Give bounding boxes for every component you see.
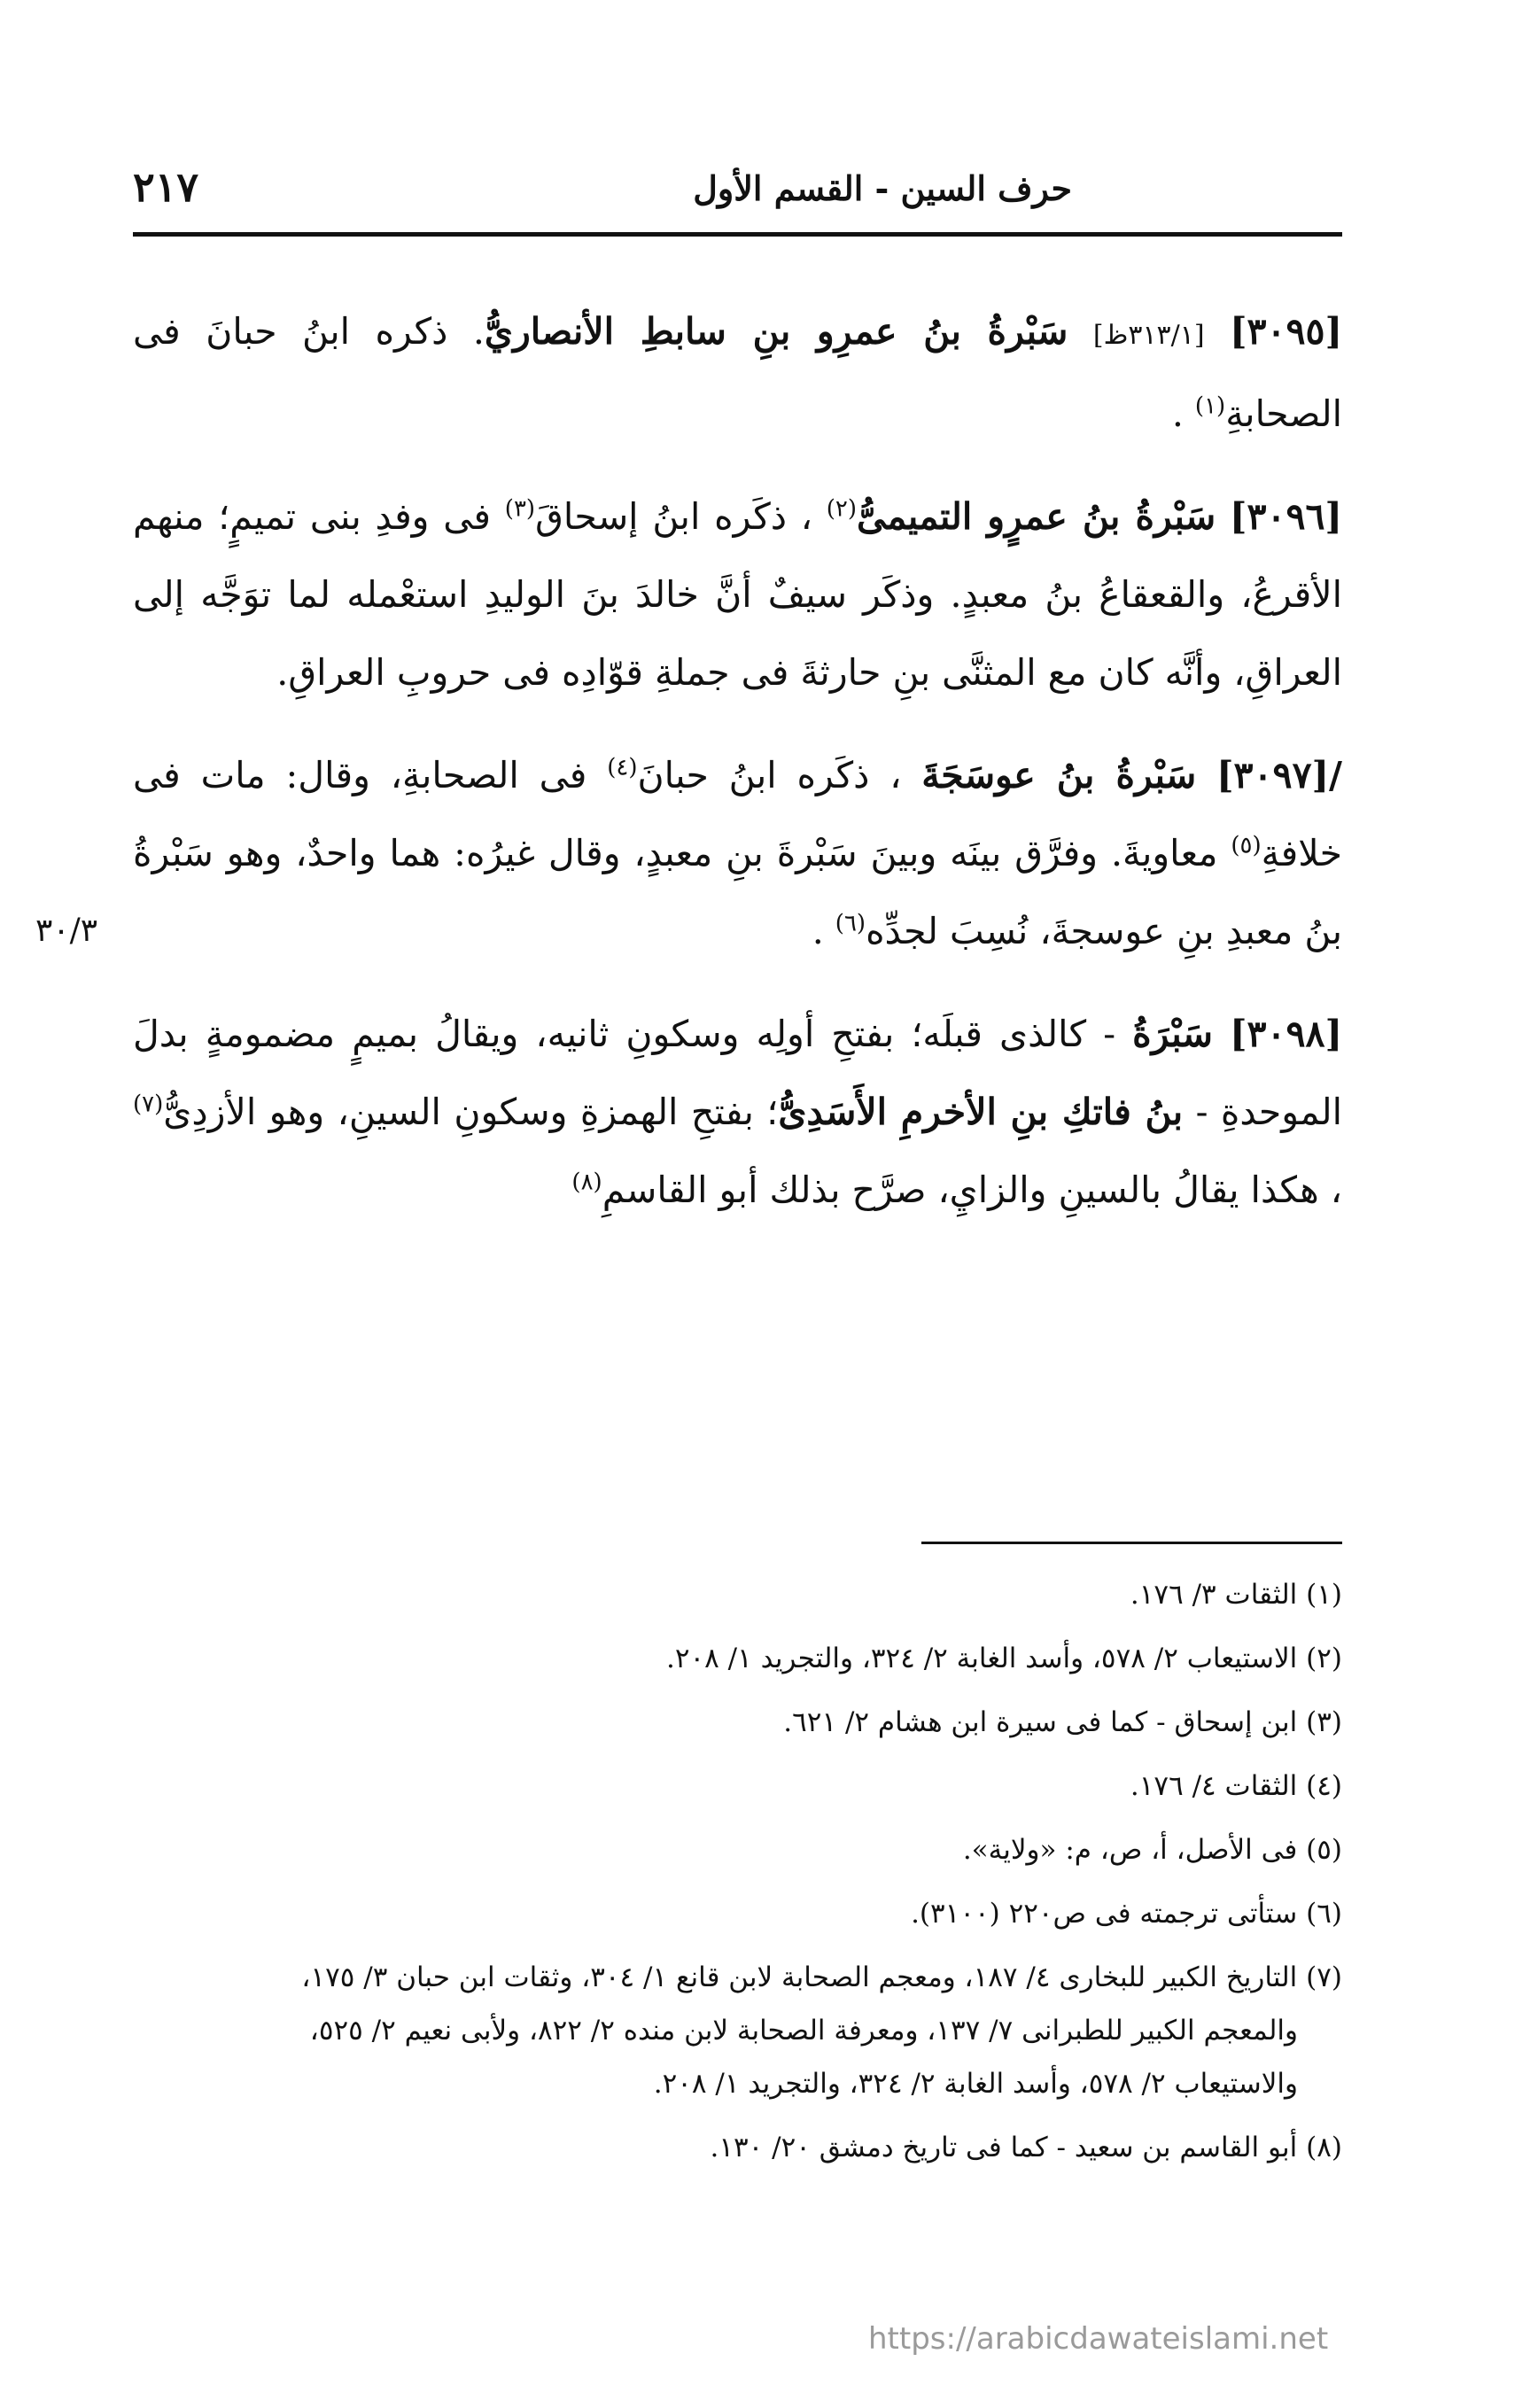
footnote-marker: (١) (1194, 392, 1226, 420)
margin-reference: ٣٠/٣ (35, 913, 98, 949)
footnote-1 (133, 1568, 1342, 1621)
entry-number: [٣٠٩٦] (1230, 495, 1342, 538)
entry-name-continued: بنُ فاتكِ بنِ الأخرمِ الأَسَدِىُّ (778, 1091, 1184, 1133)
footnote-text: ستأتى ترجمته فى ص٢٢٠ (٣١٠٠). (911, 1898, 1298, 1930)
footnote-text: ابن إسحاق - كما فى سيرة ابن هشام ٢/ ٦٢١. (783, 1706, 1298, 1738)
entry-name: سَبْرةُ بنُ عمرِو بنِ سابطِ الأنصاريُّ (484, 310, 1068, 353)
entry-text: ، ذكَره ابنُ إسحاقَ (535, 495, 812, 538)
footnote-mark: (٧) (1306, 1961, 1342, 1993)
entry-text: . (1171, 392, 1195, 435)
footnote-text: التاريخ الكبير للبخارى ٤/ ١٨٧، ومعجم الصحابة لابن قانع ١/ ٣٠٤، وثقات ابن حبان ٣/ ١٧٥، (301, 1961, 1298, 1993)
header-rule (133, 232, 1342, 237)
entry-number: [٣٠٩٥] (1230, 310, 1342, 353)
entry-3097 (133, 736, 1342, 970)
entry-name: سَبْرَةُ (1132, 1013, 1213, 1055)
footnote-8 (133, 2121, 1342, 2174)
footnote-mark: (٣) (1306, 1706, 1342, 1738)
footnote-text: الثقات ٤/ ١٧٦. (1130, 1770, 1298, 1802)
footnote-mark: (٤) (1306, 1770, 1342, 1802)
main-text (133, 292, 1342, 1254)
footnote-rule (921, 1542, 1342, 1544)
entry-text: . ذكره ابنُ حبانَ فى الصحابةِ (133, 310, 1342, 435)
entry-3095 (133, 292, 1342, 453)
footnote-marker: (٨) (571, 1169, 602, 1196)
entry-text: ، هكذا يقالُ بالسينِ والزايِ، صرَّح بذلك أبو القاسمِ (602, 1169, 1342, 1211)
entry-text: - كالذى قبلَه؛ بفتحِ أولِه وسكونِ ثانيه، ويقالُ بميمٍ مضمومةٍ بدلَ الموحدةِ - (133, 1013, 1342, 1133)
entry-number: /[٣٠٩٧] (1216, 754, 1342, 796)
footnote-text: والاستيعاب ٢/ ٥٧٨، وأسد الغابة ٢/ ٣٢٤، والتجريد ١/ ٢٠٨. (653, 2068, 1298, 2100)
footnote-marker: (٣) (504, 495, 536, 523)
footnote-mark: (٨) (1306, 2132, 1342, 2163)
footnote-marker: (٤) (607, 754, 638, 781)
footnote-mark: (٢) (1306, 1643, 1342, 1674)
footnote-3 (133, 1696, 1342, 1749)
entry-text: ؛ بفتحِ الهمزةِ وسكونِ السينِ، وهو الأزدِىُّ (163, 1091, 779, 1133)
footnote-mark: (٦) (1306, 1898, 1342, 1930)
footnote-text: فى الأصل، أ، ص، م: «ولاية». (962, 1834, 1298, 1866)
source-reference: [٣١٣/١ظ] (1092, 320, 1205, 351)
footnote-mark: (١) (1306, 1579, 1342, 1611)
footnote-text: الاستيعاب ٢/ ٥٧٨، وأسد الغابة ٢/ ٣٢٤، والتجريد ١/ ٢٠٨. (665, 1643, 1298, 1674)
entry-number: [٣٠٩٨] (1230, 1013, 1342, 1055)
entry-name: سَبْرةُ بنُ عمرٍو التميمىُّ (857, 495, 1216, 538)
footnote-marker: (٢) (826, 495, 858, 523)
page-header (133, 163, 1338, 230)
entry-3098 (133, 995, 1342, 1229)
entry-text: معاويةَ. وفرَّق بينَه وبينَ سَبْرةَ بنِ معبدٍ، وقال غيرُه: هما واحدٌ، وهو سَبْرةُ بنُ معبدِ بنِ عوسجةَ، نُسِبَ لجدِّه (133, 832, 1342, 952)
footnote-text: أبو القاسم بن سعيد - كما فى تاريخ دمشق ٢٠/ ١٣٠. (710, 2132, 1298, 2163)
footnote-2 (133, 1632, 1342, 1685)
entry-3096 (133, 478, 1342, 711)
footnote-6 (133, 1887, 1342, 1940)
footnote-text: الثقات ٣/ ١٧٦. (1130, 1579, 1298, 1611)
running-title: حرف السين - القسم الأول (693, 168, 1072, 208)
footnote-mark: (٥) (1306, 1834, 1342, 1866)
entry-text: فى الصحابةِ، وقال: مات فى خلافةِ (133, 754, 1342, 874)
footnote-marker: (٥) (1231, 832, 1262, 859)
footnote-4 (133, 1759, 1342, 1813)
footnote-7 (133, 1951, 1342, 2110)
footnote-5 (133, 1823, 1342, 1876)
page-number: ٢١٧ (133, 163, 199, 211)
entry-text: ، ذكَره ابنُ حبانَ (637, 754, 902, 796)
footnote-text: والمعجم الكبير للطبرانى ٧/ ١٣٧، ومعرفة الصحابة لابن منده ٢/ ٨٢٢، ولأبى نعيم ٢/ ٥٢٥، (309, 2015, 1298, 2047)
website-watermark: https://arabicdawateislami.net (868, 2321, 1329, 2357)
entry-name: سَبْرةُ بنُ عوسَجَةَ (921, 754, 1197, 796)
footnote-marker: (٦) (835, 910, 866, 937)
entry-text: . (812, 910, 835, 952)
footnotes (133, 1568, 1342, 2185)
entry-text: فى وفدِ بنى تميمٍ؛ منهم الأقرعُ، والقعقاعُ بنُ معبدٍ. وذكَر سيفٌ أنَّ خالدَ بنَ الوليدِ استعْمله لما توَجَّه إلى العراقِ، وأنَّه كان مع المثنَّى بنِ حارثةَ فى جملةِ قوّادِه فى حروبِ العراقِ. (133, 495, 1342, 694)
footnote-marker: (٧) (133, 1091, 164, 1118)
